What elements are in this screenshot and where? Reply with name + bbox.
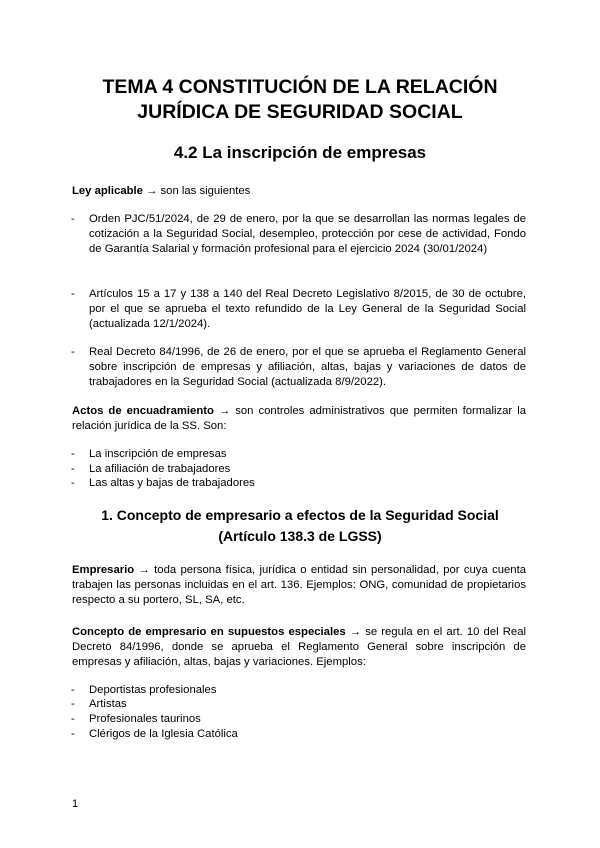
dash-bullet: - [71, 448, 75, 460]
dash-bullet: - [71, 698, 75, 710]
list-item [71, 697, 526, 712]
list-item [71, 462, 526, 477]
especiales-item-text: Deportistas profesionales [89, 684, 217, 696]
actos-paragraph [72, 404, 526, 434]
actos-item-text: Las altas y bajas de trabajadores [89, 477, 255, 489]
ley-item-text: Artículos 15 a 17 y 138 a 140 del Real Decreto Legislativo 8/2015, de 30 de octubre, por el que se aprueba el texto refundido de la Ley General de la Seguridad Social (actualizada 12/1/2024). [89, 288, 526, 330]
dash-bullet: - [71, 684, 75, 696]
especiales-item-text: Clérigos de la Iglesia Católica [89, 728, 238, 740]
dash-bullet: - [71, 213, 75, 225]
dash-bullet: - [71, 477, 75, 489]
list-item [71, 345, 526, 390]
list-item [71, 476, 526, 491]
list-item [71, 683, 526, 698]
list-item [71, 287, 526, 332]
dash-bullet: - [71, 346, 75, 358]
dash-bullet: - [71, 728, 75, 740]
page-title-line-1: TEMA 4 CONSTITUCIÓN DE LA RELACIÓN [102, 76, 498, 98]
especiales-item-text: Profesionales taurinos [89, 713, 201, 725]
ley-aplicable-label: Ley aplicable [72, 185, 143, 197]
empresario-text: → toda persona física, jurídica o entidad sin personalidad, por cuya cuenta trabajen las personas incluidas en el art. 136. Ejemplos: ONG, comunidad de propietarios respecto a su portero, SL, SA, etc. [72, 564, 526, 606]
page-title-line-2: JURÍDICA DE SEGURIDAD SOCIAL [137, 101, 463, 123]
dash-bullet: - [71, 713, 75, 725]
ley-aplicable-paragraph [72, 184, 526, 199]
ley-item-text: Real Decreto 84/1996, de 26 de enero, por el que se aprueba el Reglamento General sobre inscripción de empresas y afiliación, altas, bajas y variaciones de datos de trabajadores en la Seguridad Social (actualizada 8/9/2022). [89, 346, 526, 388]
empresario-paragraph [72, 563, 526, 608]
section-heading-line-2: (Artículo 138.3 de LGSS) [218, 528, 382, 544]
list-item [71, 447, 526, 462]
actos-item-text: La afiliación de trabajadores [89, 463, 231, 475]
list-item [71, 712, 526, 727]
actos-item-text: La inscripción de empresas [89, 448, 227, 460]
list-item [71, 212, 526, 257]
dash-bullet: - [71, 288, 75, 300]
ley-item-text: Orden PJC/51/2024, de 29 de enero, por la que se desarrollan las normas legales de cotización a la Seguridad Social, desempleo, protección por cese de actividad, Fondo de Garantía Salarial y formación profesional para el ejercicio 2024 (30/01/2024) [89, 213, 526, 255]
empresario-label: Empresario [72, 564, 135, 576]
actos-text: → son controles administrativos que permiten formalizar la relación jurídica de la SS. Son: [72, 405, 526, 432]
section-subtitle: 4.2 La inscripción de empresas [173, 143, 427, 162]
especiales-item-text: Artistas [89, 698, 127, 710]
dash-bullet: - [71, 463, 75, 475]
section-heading-line-1: 1. Concepto de empresario a efectos de la Seguridad Social [101, 507, 499, 523]
especiales-text: → se regula en el art. 10 del Real Decreto 84/1996, donde se aprueba el Reglamento General sobre inscripción de empresas y afiliación, altas, bajas y variaciones. Ejemplos: [72, 626, 526, 668]
page-number: 1 [72, 798, 79, 810]
actos-label: Actos de encuadramiento [72, 405, 214, 417]
especiales-paragraph [72, 625, 526, 670]
especiales-label: Concepto de empresario en supuestos especiales [72, 626, 346, 638]
list-item [71, 727, 526, 742]
ley-aplicable-text: → son las siguientes [142, 185, 251, 197]
